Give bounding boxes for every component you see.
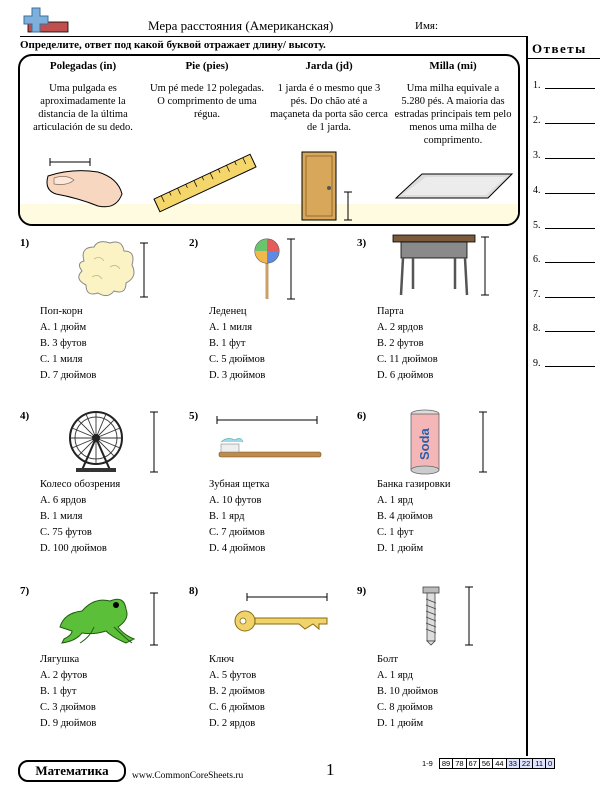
reference-text: Uma pulgada es aproximadamente la distancia de la última articulación de su dedo. (33, 83, 133, 133)
answer-number: 9. (533, 358, 541, 369)
worksheet-title: Мера расстояния (Американская) (148, 18, 334, 33)
item-name: Зубная щетка (209, 479, 270, 490)
answer-number: 7. (533, 289, 541, 300)
reference-mile (394, 60, 512, 147)
option-c: C. 3 дюймов (40, 702, 96, 713)
soda-can-icon (405, 408, 495, 476)
option-d: D. 6 дюймов (377, 370, 434, 381)
logo-icon (22, 6, 72, 36)
answer-number: 4. (533, 185, 541, 196)
road-icon (394, 172, 514, 202)
bolt-icon (413, 585, 483, 647)
question-number: 8) (189, 585, 199, 597)
answer-line[interactable] (533, 358, 593, 369)
option-b: B. 1 ярд (209, 511, 245, 522)
option-a: A. 10 футов (209, 495, 262, 506)
question-number: 5) (189, 410, 199, 422)
question-number: 9) (357, 585, 367, 597)
name-label: Имя: (415, 20, 439, 32)
item-name: Поп-корн (40, 306, 83, 317)
option-c: C. 1 миля (40, 354, 83, 365)
option-c: C. 75 футов (40, 527, 92, 538)
item-name: Ключ (209, 654, 234, 665)
reference-box (18, 54, 520, 226)
page-number: 1 (326, 760, 335, 779)
answers-title-divider (526, 58, 600, 59)
option-d: D. 3 дюймов (209, 370, 266, 381)
option-c: C. 7 дюймов (209, 527, 265, 538)
score-table (420, 758, 555, 769)
option-b: B. 3 футов (40, 338, 87, 349)
score-cell: 67 (466, 759, 479, 769)
item-name: Парта (377, 306, 404, 317)
reference-yard (270, 60, 388, 134)
reference-title: Jarda (jd) (305, 60, 353, 72)
answer-line[interactable] (533, 323, 593, 334)
score-cell: 0 (546, 759, 555, 769)
option-d: D. 9 дюймов (40, 718, 97, 729)
item-name: Банка газировки (377, 479, 451, 490)
score-cell: 56 (479, 759, 492, 769)
key-icon (233, 589, 333, 639)
reference-title: Milla (mi) (429, 60, 477, 72)
option-c: C. 5 дюймов (209, 354, 265, 365)
answer-line[interactable] (533, 185, 593, 196)
subject-badge: Математика (18, 760, 126, 782)
reference-text: Uma milha equivale a 5.280 pés. A maioria das estradas principais tem pelo menos uma milha de comprimento. (394, 83, 512, 146)
option-a: A. 5 футов (209, 670, 257, 681)
soda-can-label: Soda (417, 428, 432, 460)
option-b: B. 2 футов (377, 338, 424, 349)
finger-icon (42, 156, 124, 212)
option-d: D. 1 дюйм (377, 543, 424, 554)
header-divider (20, 36, 526, 37)
answer-number: 5. (533, 220, 541, 231)
toothbrush-icon (215, 412, 325, 462)
answer-line[interactable] (533, 150, 593, 161)
option-b: B. 4 дюймов (377, 511, 433, 522)
answers-title: Ответы (532, 41, 587, 56)
reference-inch (24, 60, 142, 134)
reference-text: Um pé mede 12 polegadas. O comprimento de uma régua. (149, 83, 264, 120)
ruler-icon (150, 152, 260, 214)
reference-title: Polegadas (in) (49, 60, 117, 72)
score-cell: 89 (439, 759, 452, 769)
option-d: D. 100 дюймов (40, 543, 107, 554)
answer-line[interactable] (533, 115, 593, 126)
answer-number: 1. (533, 80, 541, 91)
answer-line[interactable] (533, 220, 593, 231)
frog-icon (54, 587, 164, 649)
score-range: 1-9 (422, 759, 433, 768)
answer-number: 8. (533, 323, 541, 334)
instructions: Определите, ответ под какой буквой отражает длину/ высоту. (20, 39, 326, 51)
option-b: B. 1 миля (40, 511, 83, 522)
answer-line[interactable] (533, 80, 593, 91)
reference-foot (148, 60, 266, 121)
answer-panel (526, 36, 600, 756)
option-b: B. 1 фут (40, 686, 77, 697)
ferris-wheel-icon (64, 408, 164, 476)
answer-line[interactable] (533, 289, 593, 300)
question-number: 2) (189, 237, 199, 249)
item-name: Лягушка (40, 654, 80, 665)
reference-title: Pie (pies) (185, 60, 229, 72)
option-c: C. 11 дюймов (377, 354, 438, 365)
answer-number: 3. (533, 150, 541, 161)
option-b: B. 10 дюймов (377, 686, 439, 697)
option-a: A. 1 ярд (377, 670, 413, 681)
option-a: A. 1 ярд (377, 495, 413, 506)
item-name: Колесо обозрения (40, 479, 121, 490)
option-d: D. 4 дюймов (209, 543, 266, 554)
score-cell: 78 (453, 759, 466, 769)
item-name: Болт (377, 654, 398, 665)
lollipop-icon (249, 237, 299, 303)
option-d: D. 2 ярдов (209, 718, 256, 729)
score-cell: 11 (533, 759, 546, 769)
desk-icon (391, 233, 491, 303)
option-d: D. 7 дюймов (40, 370, 97, 381)
footer-url[interactable]: www.CommonCoreSheets.ru (132, 771, 244, 781)
option-a: A. 6 ярдов (40, 495, 87, 506)
question-number: 3) (357, 237, 367, 249)
door-icon (298, 148, 358, 224)
item-name: Леденец (209, 306, 247, 317)
option-a: A. 1 миля (209, 322, 253, 333)
option-c: C. 8 дюймов (377, 702, 433, 713)
option-a: A. 2 ярдов (377, 322, 424, 333)
reference-text: 1 jarda é o mesmo que 3 pés. Do chão até a maçaneta da porta são cerca de 1 jarda. (270, 83, 388, 133)
answer-line[interactable] (533, 254, 593, 265)
answer-number: 2. (533, 115, 541, 126)
question-number: 6) (357, 410, 367, 422)
question-number: 4) (20, 410, 30, 422)
option-a: A. 2 футов (40, 670, 88, 681)
score-cell: 22 (519, 759, 532, 769)
option-b: B. 1 фут (209, 338, 246, 349)
score-cell: 44 (493, 759, 506, 769)
popcorn-icon (70, 239, 150, 301)
question-number: 7) (20, 585, 30, 597)
answer-number: 6. (533, 254, 541, 265)
option-c: C. 1 фут (377, 527, 414, 538)
option-a: A. 1 дюйм (40, 322, 87, 333)
question-number: 1) (20, 237, 30, 249)
option-c: C. 6 дюймов (209, 702, 265, 713)
option-d: D. 1 дюйм (377, 718, 424, 729)
option-b: B. 2 дюймов (209, 686, 265, 697)
score-cell: 33 (506, 759, 519, 769)
